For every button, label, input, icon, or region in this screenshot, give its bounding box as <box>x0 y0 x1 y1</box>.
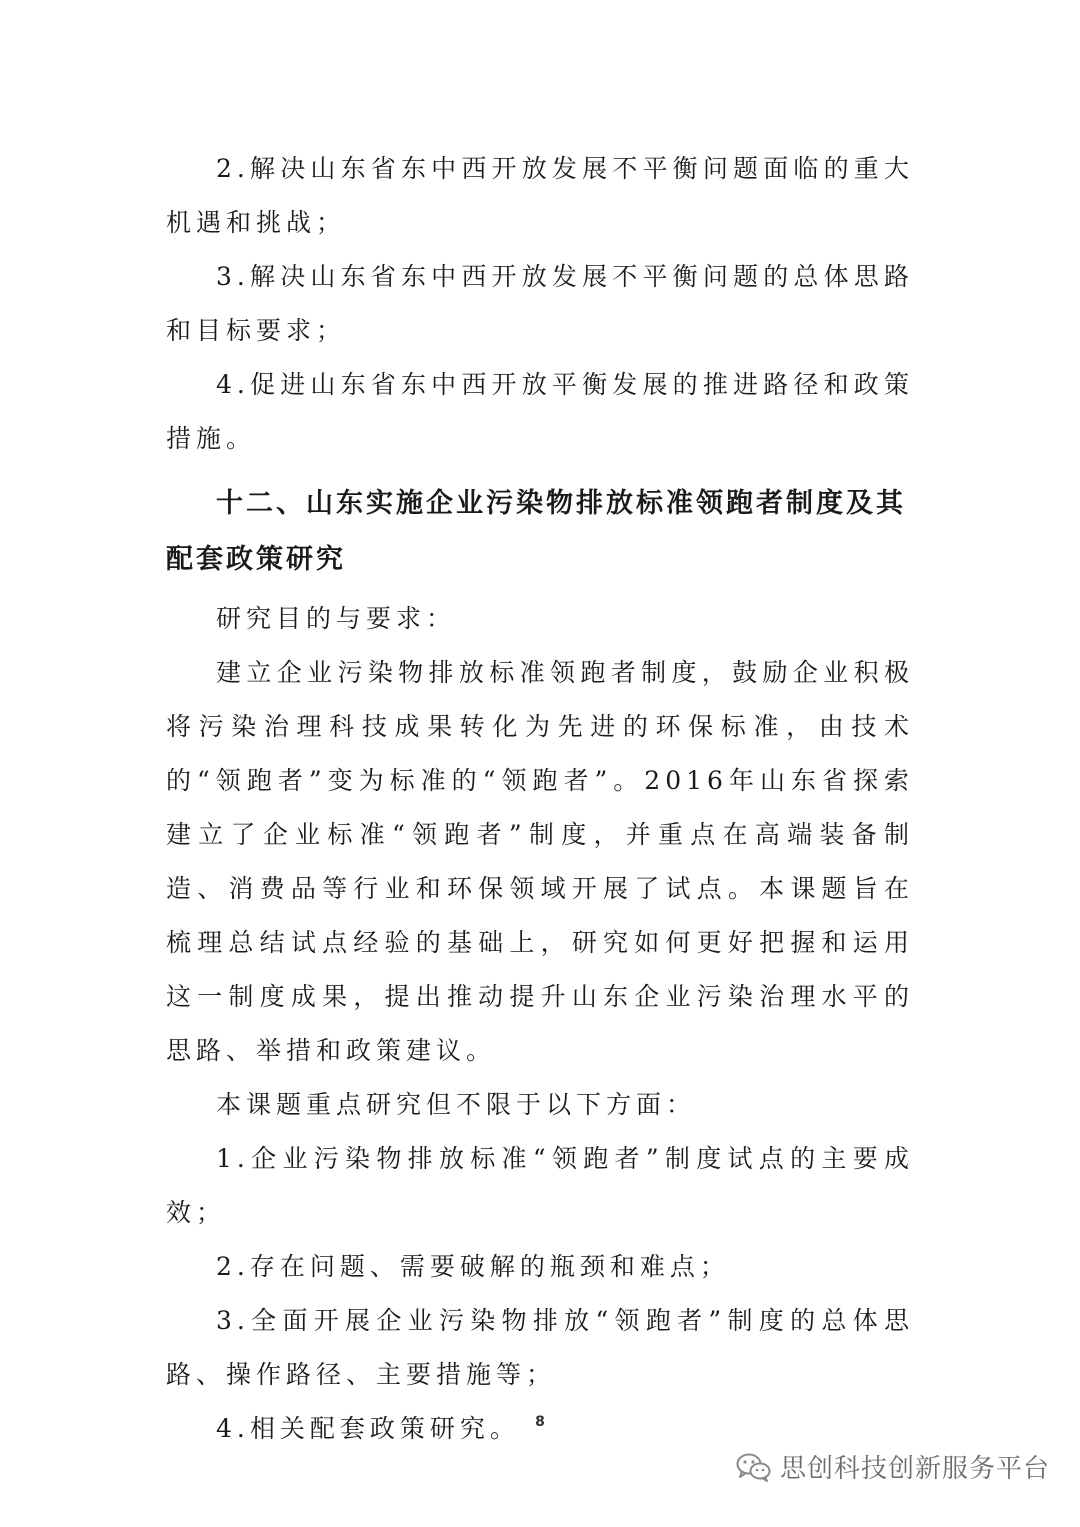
page-number: 8 <box>535 1414 545 1430</box>
purpose-label: 研究目的与要求： <box>216 604 457 633</box>
purpose-paragraph: 建立企业污染物排放标准领跑者制度，鼓励企业积极将污染治理科技成果转化为先进的环保标准，由技术的“领跑者”变为标准的“领跑者”。2016年山东省探索建立了企业标准“领跑者”制度，并重点在高端装备制造、消费品等行业和环保领域开展了试点。本课题旨在梳理总结试点经验的基础上，研究如何更好把握和运用这一制度成果，提出推动提升山东企业污染治理水平的思路、举措和政策建议。 <box>166 658 914 1065</box>
list-item: 4.相关配套政策研究。 <box>216 1414 520 1443</box>
list-item: 2.存在问题、需要破解的瓶颈和难点； <box>216 1252 730 1281</box>
section-heading: 十二、山东实施企业污染物排放标准领跑者制度及其配套政策研究 <box>166 488 906 575</box>
list-item: 3.解决山东省东中西开放发展不平衡问题的总体思路和目标要求； <box>166 262 914 345</box>
list-item: 1.企业污染物排放标准“领跑者”制度试点的主要成效； <box>166 1144 914 1227</box>
watermark <box>736 1448 1050 1485</box>
wechat-icon <box>736 1452 772 1482</box>
document-body <box>166 142 914 1456</box>
list-item: 2.解决山东省东中西开放发展不平衡问题面临的重大机遇和挑战； <box>166 154 914 237</box>
focus-label: 本课题重点研究但不限于以下方面： <box>216 1090 697 1119</box>
list-item: 4.促进山东省东中西开放平衡发展的推进路径和政策措施。 <box>166 370 914 453</box>
watermark-text: 思创科技创新服务平台 <box>779 1454 1050 1484</box>
list-item: 3.全面开展企业污染物排放“领跑者”制度的总体思路、操作路径、主要措施等； <box>166 1306 914 1389</box>
